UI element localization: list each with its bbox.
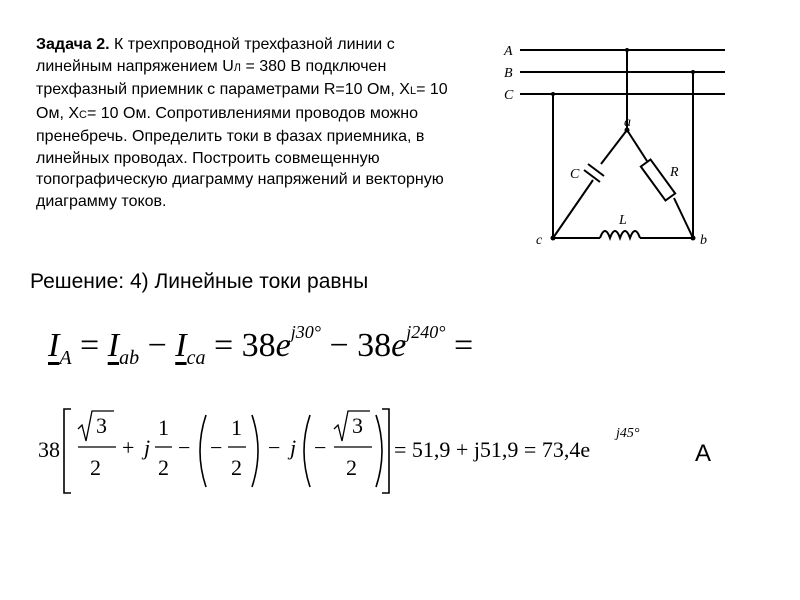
eq2-j-1: j bbox=[144, 435, 151, 460]
eq2-coef: 38 bbox=[38, 437, 60, 462]
problem-text-4: = 10 Ом. Сопротивлениями проводов можно пренебречь. Определить токи в фазах приемника, в линейных проводах. Построить совмещенную топографическую диаграмму напряжений и векторную диаграмму токов. bbox=[36, 104, 444, 210]
eq2-minus-4: − bbox=[314, 435, 327, 460]
eq1-equals-3: = bbox=[453, 327, 474, 364]
eq1-sub-ab: ab bbox=[119, 347, 140, 369]
eq1-coef-2: 38 bbox=[357, 327, 392, 364]
eq1-minus-1: − bbox=[147, 327, 167, 364]
inductor-label: L bbox=[619, 213, 627, 228]
eq1-e-1: e bbox=[275, 327, 291, 364]
eq2-two-c: 2 bbox=[231, 455, 242, 480]
answer-unit: А bbox=[695, 440, 712, 467]
eq2-one-b: 1 bbox=[231, 415, 242, 440]
problem-statement bbox=[36, 34, 456, 212]
line-label-b: B bbox=[504, 66, 513, 81]
eq1-sub-a: A bbox=[59, 347, 72, 369]
eq1-exp-2: j240° bbox=[406, 322, 446, 342]
eq1-i-ca: I bbox=[175, 327, 187, 364]
problem-text-1: К трехпроводной трехфазной линии с линейным напряжением U bbox=[36, 36, 395, 75]
problem-text-2: = 380 В подключен трехфазный приемник с параметрами R=10 Ом, X bbox=[36, 57, 410, 98]
eq2-result-exp: j45° bbox=[616, 426, 640, 441]
equation-expansion bbox=[38, 405, 678, 500]
eq1-coef-1: 38 bbox=[241, 327, 276, 364]
ul-subscript: Л bbox=[233, 61, 241, 74]
equation-line-currents bbox=[48, 322, 473, 370]
problem-title: Задача 2. bbox=[36, 36, 110, 53]
eq2-two-d: 2 bbox=[346, 455, 357, 480]
eq1-i-a: I bbox=[48, 327, 60, 364]
eq2-one-a: 1 bbox=[158, 415, 169, 440]
eq2-plus: + bbox=[122, 435, 135, 460]
eq1-sub-ca: ca bbox=[186, 347, 206, 369]
eq1-equals-2: = bbox=[213, 327, 234, 364]
xl-subscript: L bbox=[409, 85, 417, 97]
capacitor-label: C bbox=[570, 167, 580, 182]
eq2-two-a: 2 bbox=[90, 455, 101, 480]
circuit-diagram bbox=[500, 38, 730, 253]
solution-heading: Решение: 4) Линейные токи равны bbox=[30, 270, 369, 293]
problem-text-3: = 10 Ом, X bbox=[36, 81, 448, 122]
eq1-exp-1: j30° bbox=[290, 322, 321, 342]
line-label-a: A bbox=[504, 44, 513, 59]
eq2-j-2: j bbox=[290, 435, 297, 460]
eq2-minus-3: − bbox=[268, 435, 281, 460]
node-label-c: c bbox=[536, 233, 543, 248]
eq2-two-b: 2 bbox=[158, 455, 169, 480]
eq1-equals-1: = bbox=[80, 327, 100, 364]
node-label-b: b bbox=[700, 233, 707, 248]
node-label-a: a bbox=[624, 115, 631, 130]
eq2-minus-2: − bbox=[210, 435, 223, 460]
eq2-minus-1: − bbox=[178, 435, 191, 460]
eq1-e-2: e bbox=[391, 327, 407, 364]
eq1-minus-2: − bbox=[329, 327, 349, 364]
eq2-sqrt3-a: 3 bbox=[96, 413, 107, 438]
eq2-sqrt3-b: 3 bbox=[352, 413, 363, 438]
line-label-c: C bbox=[504, 88, 514, 103]
xc-subscript: C bbox=[79, 108, 87, 121]
resistor-label: R bbox=[670, 165, 679, 180]
eq1-i-ab: I bbox=[107, 327, 120, 364]
eq2-result: = 51,9 + j51,9 = 73,4e bbox=[394, 437, 591, 462]
